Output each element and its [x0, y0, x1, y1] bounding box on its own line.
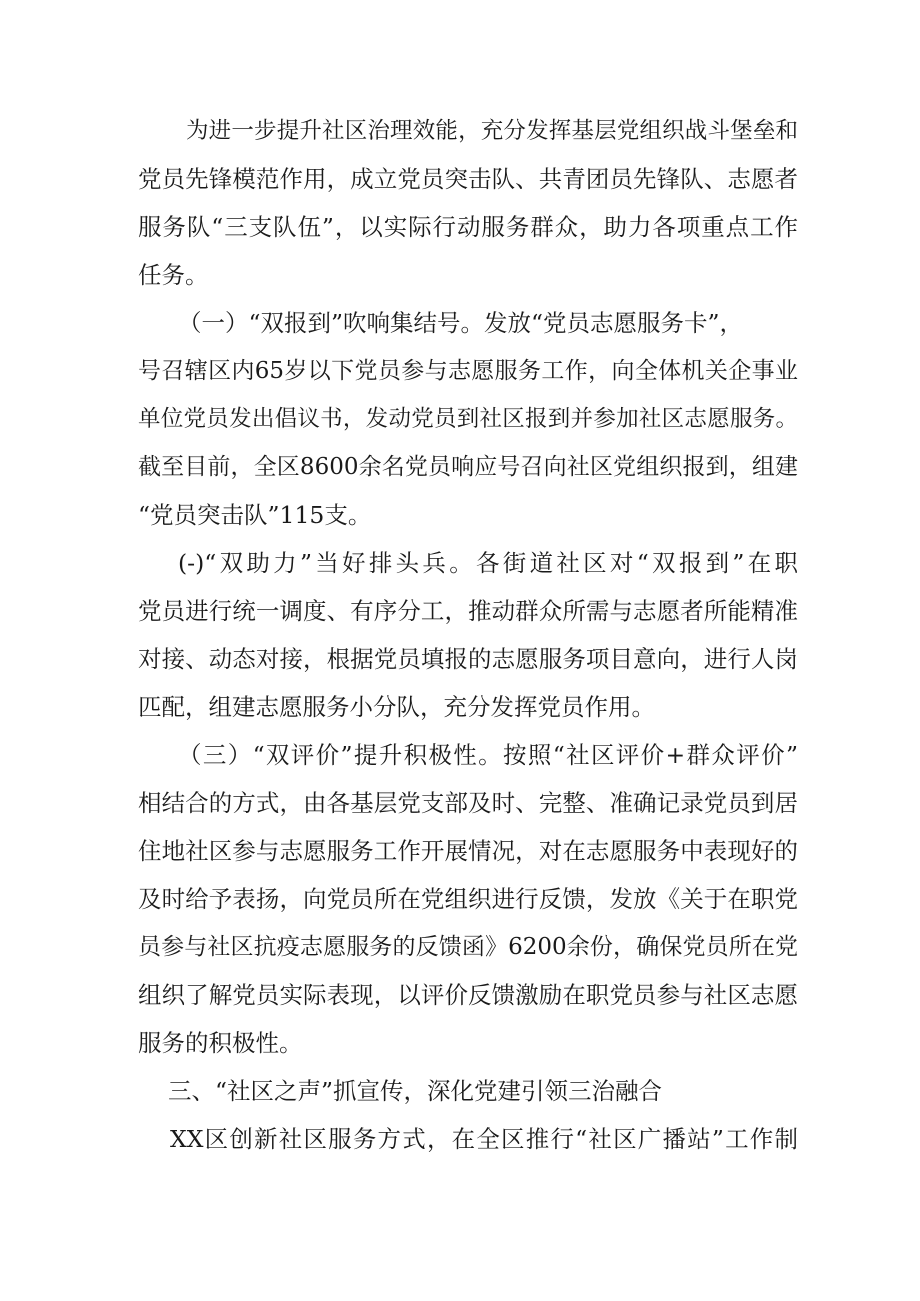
text-line: (-)“双助力”当好排头兵。各街道社区对“双报到”在职 [178, 549, 798, 577]
text-line: 服务队“三支队伍”，以实际行动服务群众，助力各项重点工作 [138, 213, 798, 241]
text-line: 及时给予表扬，向党员所在党组织进行反馈，发放《关于在职党 [138, 885, 798, 913]
text-line: 为进一步提升社区治理效能，充分发挥基层党组织战斗堡垒和 [186, 118, 798, 144]
text-line: 匹配，组建志愿服务小分队，充分发挥党员作用。 [138, 693, 655, 721]
text-line: 相结合的方式，由各基层党支部及时、完整、准确记录党员到居 [138, 789, 798, 817]
text-line: 服务的积极性。 [138, 1029, 303, 1057]
text-line: 任务。 [138, 261, 209, 289]
text-line: （三）“双评价”提升积极性。按照“社区评价+群众评价” [178, 741, 798, 769]
text-line: “党员突击队”115支。 [138, 501, 372, 529]
text-line: 组织了解党员实际表现，以评价反馈激励在职党员参与社区志愿 [138, 981, 798, 1009]
text-line: 截至目前，全区8600余名党员响应号召向社区党组织报到，组建 [138, 454, 798, 480]
text-line: XX区创新社区服务方式，在全区推行“社区广播站”工作制 [170, 1125, 798, 1153]
text-line: （一）“双报到”吹响集结号。发放“党员志愿服务卡”， [178, 309, 744, 337]
text-line: 单位党员发出倡议书，发动党员到社区报到并参加社区志愿服务。 [138, 406, 798, 432]
text-line: 对接、动态对接，根据党员填报的志愿服务项目意向，进行人岗 [138, 645, 798, 673]
text-line: 党员进行统一调度、有序分工，推动群众所需与志愿者所能精准 [138, 597, 798, 625]
text-line: 党员先锋模范作用，成立党员突击队、共青团员先锋队、志愿者 [138, 165, 798, 193]
text-line: 住地社区参与志愿服务工作开展情况，对在志愿服务中表现好的 [138, 837, 798, 865]
text-line: 号召辖区内65岁以下党员参与志愿服务工作，向全体机关企事业 [138, 358, 798, 384]
text-line: 员参与社区抗疫志愿服务的反馈函》6200余份，确保党员所在党 [138, 934, 798, 960]
text-line: 三、“社区之声”抓宣传，深化党建引领三治融合 [168, 1077, 663, 1105]
